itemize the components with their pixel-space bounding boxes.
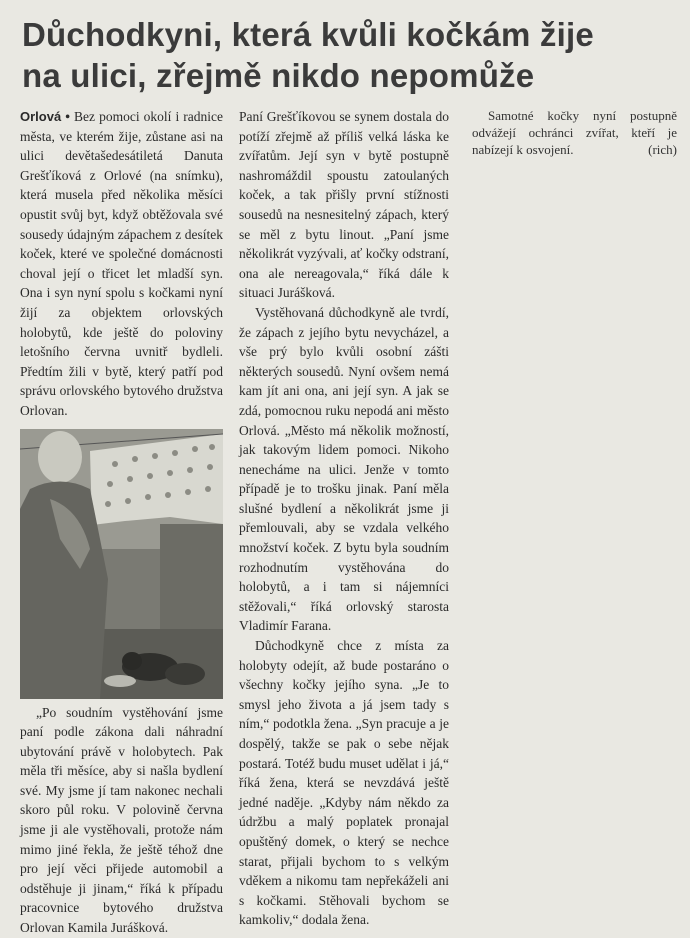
headline-line-1: Důchodkyni, která kvůli kočkám žije: [22, 16, 594, 53]
article-paragraph: [472, 107, 677, 158]
dateline-bullet: •: [65, 109, 70, 124]
dateline: Orlová: [20, 109, 62, 124]
article-paragraph: Vystěhovaná důchodkyně ale tvrdí, že zápach z jejího bytu nevycházel, a vše prý bylo kvůli osobní zášti některých sousedů. Nyní ovšem nemá kam jít ani ona, ani její syn. A jak se zdá, pomocnou ruku nepodá ani město Orlová. „Město má několik možností, jak takovým lidem pomoci. Nikoho nenecháme na ulici. Jenže v tomto případě je to trošku jinak. Paní měla slušné bydlení a několikrát jsme ji přemlouvali, aby se vzdala velkého množství koček. Z bytu byla soudním rozhodnutím vystěhována do holobytů, a i tam si nájemníci stěžovali,“ říká orlovský starosta Vladimír Farana.: [239, 304, 449, 634]
photo-of-woman-with-laundry-and-cats-icon: [20, 429, 223, 699]
headline-line-2: na ulici, zřejmě nikdo nepomůže: [22, 57, 535, 94]
article-paragraph: Důchodkyně chce z místa za holobyty odejít, až bude postaráno o všechny kočky jejího syna. „Je to smysl jeho života a já jsem tady s ním,“ podotkla žena. „Syn pracuje a je dospělý, takže se pak o sebe nějak postará. Totéž budu muset udělat i já,“ říká žena, která se nevzdává ještě jedné naděje. „Kdyby nám někdo za údržbu a malý poplatek pronajal opuštěný domek, o který se nechce starat, přijali bychom to s velkým vděkem a nikomu tam nepřekáželi ani s kočkami. Stěhovali bychom se kamkoliv,“ dodala žena.: [239, 638, 449, 928]
article-paragraph: Paní Grešťíkovou se synem dostala do potíží zřejmě až příliš velká láska ke zvířatům. Její syn v bytě postupně nashromáždil spoustu zatoulaných koček, a tak přišly první stížnosti sousedů na nesnesitelný zápach, který se měl z bytu linout. „Paní jsme několikrát vyzývali, ať kočky odstraní, ona ale nereagovala,“ říká dále k situaci Jurášková.: [239, 109, 449, 301]
paragraph-text: Bez pomoci okolí i radnice města, ve kterém žije, zůstane asi na ulici devětašedesátiletá Danuta Grešťíková z Orlové (na snímku), která musela před několika měsíci opustit svůj byt, když obtěžovala své sousedy údajným zápachem z desítek koček, které ve společné domácnosti choval její o třicet let mladší syn. Ona i syn nyní spolu s kočkami nyní žijí za objektem orlovských holobytů, kde ještě do poloviny letošního června uvnitř bydleli. Předtím žili v bytě, který patří pod správu orlovského bytového družstva Orlovan.: [20, 109, 223, 418]
article-paragraph: [20, 107, 223, 421]
article-column-2: [239, 107, 449, 930]
photo-caption: „Po soudním vystěhování jsme paní podle zákona dali náhradní ubytování právě v holobytech. Pak měla tři měsíce, aby si našla bydlení své. My jsme jí tam nakonec nechali skoro půl roku. V polovině června jsme ji ale vystěhovali, protože nám mimo jiné řekla, že ještě téhož dne pro její věci přijede automobil a odstěhuje ji jinam,“ říká k případu pracovnice bytového družstva Orlovan Kamila Jurášková.: [20, 704, 223, 936]
paragraph-text: Samotné kočky nyní postupně odvážejí ochránci zvířat, kteří je nabízejí k osvojení.: [472, 108, 677, 157]
byline: (rich): [648, 142, 677, 157]
news-photo: [20, 429, 223, 699]
headline: [22, 14, 672, 96]
article-column-3: [472, 107, 677, 158]
article-column-1: [20, 107, 223, 938]
